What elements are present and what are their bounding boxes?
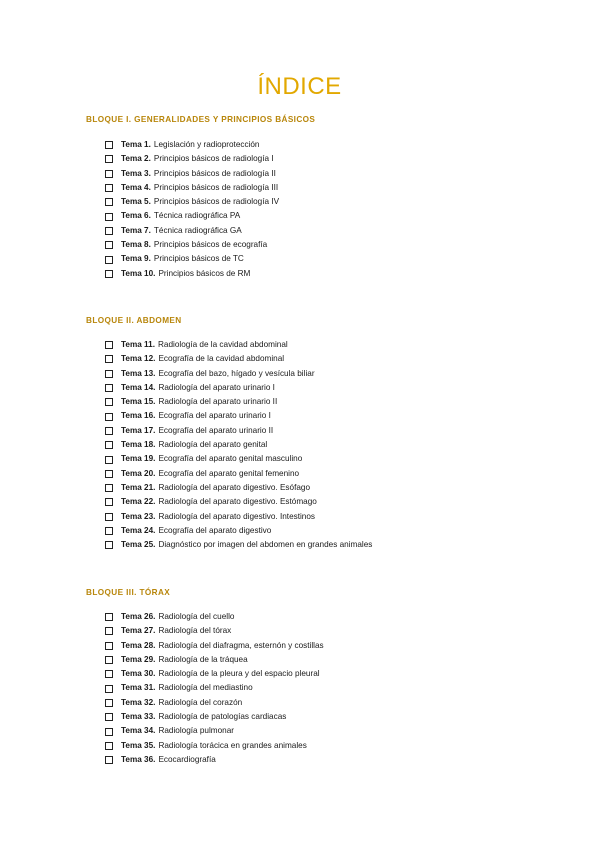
checkbox-icon[interactable] bbox=[105, 427, 113, 435]
checkbox-icon[interactable] bbox=[105, 355, 113, 363]
topic-title: Principios básicos de radiología III bbox=[153, 182, 279, 192]
topic-item bbox=[105, 753, 526, 767]
topic-number: Tema 26. bbox=[121, 612, 156, 621]
topic-title: Principios básicos de TC bbox=[153, 254, 244, 264]
topic-item bbox=[105, 209, 526, 223]
topic-item bbox=[105, 424, 526, 438]
topic-item bbox=[105, 438, 526, 452]
topic-item bbox=[105, 409, 526, 423]
checkbox-icon[interactable] bbox=[105, 184, 113, 192]
topic-item bbox=[105, 181, 526, 195]
topic-number: Tema 33. bbox=[121, 712, 156, 722]
topic-number: Tema 24. bbox=[121, 525, 156, 535]
topic-number: Tema 4. bbox=[121, 182, 151, 192]
checkbox-icon[interactable] bbox=[105, 728, 113, 736]
checkbox-icon[interactable] bbox=[105, 441, 113, 449]
topic-number: Tema 25. bbox=[121, 540, 156, 550]
topic-title: Radiología torácica en grandes animales bbox=[158, 740, 307, 750]
topic-title: Radiología del cuello bbox=[158, 612, 235, 621]
topic-list bbox=[105, 610, 526, 767]
topic-title: Radiología de la cavidad abdominal bbox=[157, 340, 288, 349]
topic-list bbox=[105, 338, 526, 552]
topic-title: Radiología de la pleura y del espacio pleural bbox=[158, 669, 320, 679]
topic-title: Técnica radiográfica GA bbox=[153, 225, 242, 235]
topic-title: Legislación y radioprotección bbox=[153, 140, 260, 149]
checkbox-icon[interactable] bbox=[105, 513, 113, 521]
checkbox-icon[interactable] bbox=[105, 498, 113, 506]
section-bloque-2 bbox=[86, 315, 526, 552]
topic-number: Tema 10. bbox=[121, 268, 156, 278]
topic-title: Técnica radiográfica PA bbox=[153, 211, 241, 221]
checkbox-icon[interactable] bbox=[105, 256, 113, 264]
checkbox-icon[interactable] bbox=[105, 141, 113, 149]
checkbox-icon[interactable] bbox=[105, 227, 113, 235]
topic-number: Tema 31. bbox=[121, 683, 156, 693]
checkbox-icon[interactable] bbox=[105, 484, 113, 492]
topic-title: Ecografía del aparato genital masculino bbox=[158, 454, 303, 464]
topic-number: Tema 8. bbox=[121, 240, 151, 250]
topic-number: Tema 36. bbox=[121, 754, 156, 764]
topic-title: Radiología del aparato genital bbox=[158, 440, 268, 450]
checkbox-icon[interactable] bbox=[105, 198, 113, 206]
topic-number: Tema 17. bbox=[121, 425, 156, 435]
topic-title: Ecografía del aparato genital femenino bbox=[158, 468, 300, 478]
checkbox-icon[interactable] bbox=[105, 656, 113, 664]
topic-title: Ecografía del aparato urinario II bbox=[158, 425, 274, 435]
checkbox-icon[interactable] bbox=[105, 613, 113, 621]
topic-item bbox=[105, 739, 526, 753]
topic-item bbox=[105, 452, 526, 466]
topic-list bbox=[105, 138, 526, 281]
topic-number: Tema 28. bbox=[121, 640, 156, 650]
topic-item bbox=[105, 624, 526, 638]
topic-number: Tema 27. bbox=[121, 626, 156, 636]
topic-number: Tema 3. bbox=[121, 168, 151, 178]
checkbox-icon[interactable] bbox=[105, 413, 113, 421]
topic-title: Radiología de la tráquea bbox=[158, 654, 248, 664]
topic-number: Tema 20. bbox=[121, 468, 156, 478]
topic-item bbox=[105, 481, 526, 495]
topic-title: Radiología del aparato urinario I bbox=[158, 382, 275, 392]
topic-item bbox=[105, 195, 526, 209]
topic-number: Tema 35. bbox=[121, 740, 156, 750]
topic-item bbox=[105, 352, 526, 366]
checkbox-icon[interactable] bbox=[105, 155, 113, 163]
checkbox-icon[interactable] bbox=[105, 370, 113, 378]
topic-item bbox=[105, 495, 526, 509]
topic-title: Principios básicos de radiología I bbox=[153, 154, 274, 164]
topic-item bbox=[105, 167, 526, 181]
topic-item bbox=[105, 252, 526, 266]
topic-title: Ecocardiografía bbox=[158, 754, 216, 764]
topic-item bbox=[105, 381, 526, 395]
topic-title: Radiología del aparato digestivo. Estómago bbox=[158, 497, 317, 507]
topic-title: Ecografía del aparato digestivo bbox=[158, 525, 272, 535]
topic-item bbox=[105, 639, 526, 653]
topic-title: Radiología del aparato urinario II bbox=[158, 397, 278, 407]
topic-number: Tema 16. bbox=[121, 411, 156, 421]
checkbox-icon[interactable] bbox=[105, 170, 113, 178]
topic-item bbox=[105, 224, 526, 238]
topic-title: Radiología del aparato digestivo. Esófago bbox=[158, 482, 311, 492]
topic-title: Principios básicos de RM bbox=[158, 268, 251, 278]
topic-number: Tema 9. bbox=[121, 254, 151, 264]
topic-number: Tema 15. bbox=[121, 397, 156, 407]
checkbox-icon[interactable] bbox=[105, 456, 113, 464]
topic-item bbox=[105, 367, 526, 381]
checkbox-icon[interactable] bbox=[105, 699, 113, 707]
topic-title: Radiología pulmonar bbox=[158, 726, 234, 736]
topic-item bbox=[105, 610, 526, 624]
topic-item bbox=[105, 152, 526, 166]
checkbox-icon[interactable] bbox=[105, 241, 113, 249]
topic-number: Tema 2. bbox=[121, 154, 151, 164]
topic-title: Radiología del aparato digestivo. Intestinos bbox=[158, 511, 316, 521]
topic-item bbox=[105, 395, 526, 409]
topic-number: Tema 21. bbox=[121, 482, 156, 492]
topic-number: Tema 14. bbox=[121, 382, 156, 392]
topic-number: Tema 18. bbox=[121, 440, 156, 450]
topic-title: Ecografía de la cavidad abdominal bbox=[158, 354, 285, 364]
topic-title: Principios básicos de ecografía bbox=[153, 240, 268, 250]
topic-item bbox=[105, 510, 526, 524]
topic-number: Tema 22. bbox=[121, 497, 156, 507]
checkbox-icon[interactable] bbox=[105, 742, 113, 750]
checkbox-icon[interactable] bbox=[105, 270, 113, 278]
topic-item bbox=[105, 696, 526, 710]
topic-item bbox=[105, 524, 526, 538]
topic-title: Principios básicos de radiología IV bbox=[153, 197, 280, 207]
section-bloque-1 bbox=[86, 114, 526, 281]
topic-title: Radiología de patologías cardiacas bbox=[158, 712, 287, 722]
section-heading: BLOQUE I. GENERALIDADES Y PRINCIPIOS BÁSICOS bbox=[86, 115, 316, 124]
topic-number: Tema 12. bbox=[121, 354, 156, 364]
topic-title: Ecografía del bazo, hígado y vesícula biliar bbox=[158, 368, 315, 378]
topic-number: Tema 11. bbox=[121, 340, 155, 349]
checkbox-icon[interactable] bbox=[105, 713, 113, 721]
topic-number: Tema 34. bbox=[121, 726, 156, 736]
topic-number: Tema 19. bbox=[121, 454, 156, 464]
checkbox-icon[interactable] bbox=[105, 685, 113, 693]
topic-title: Radiología del mediastino bbox=[158, 683, 253, 693]
topic-number: Tema 30. bbox=[121, 669, 156, 679]
section-heading: BLOQUE II. ABDOMEN bbox=[86, 316, 182, 325]
topic-item bbox=[105, 538, 526, 552]
topic-number: Tema 1. bbox=[121, 140, 151, 149]
checkbox-icon[interactable] bbox=[105, 541, 113, 549]
checkbox-icon[interactable] bbox=[105, 642, 113, 650]
topic-item bbox=[105, 724, 526, 738]
topic-item bbox=[105, 267, 526, 281]
checkbox-icon[interactable] bbox=[105, 213, 113, 221]
topic-item bbox=[105, 467, 526, 481]
page-title: ÍNDICE bbox=[257, 73, 342, 100]
checkbox-icon[interactable] bbox=[105, 341, 113, 349]
topic-item bbox=[105, 653, 526, 667]
checkbox-icon[interactable] bbox=[105, 670, 113, 678]
checkbox-icon[interactable] bbox=[105, 470, 113, 478]
topic-title: Principios básicos de radiología II bbox=[153, 168, 276, 178]
checkbox-icon[interactable] bbox=[105, 398, 113, 406]
topic-title: Radiología del diafragma, esternón y costillas bbox=[158, 640, 324, 650]
topic-title: Ecografía del aparato urinario I bbox=[158, 411, 271, 421]
section-bloque-3 bbox=[86, 587, 526, 767]
topic-item bbox=[105, 138, 526, 152]
topic-number: Tema 7. bbox=[121, 225, 151, 235]
topic-number: Tema 23. bbox=[121, 511, 156, 521]
topic-item bbox=[105, 710, 526, 724]
topic-title: Radiología del corazón bbox=[158, 697, 243, 707]
topic-number: Tema 6. bbox=[121, 211, 151, 221]
checkbox-icon[interactable] bbox=[105, 384, 113, 392]
topic-title: Radiología del tórax bbox=[158, 626, 232, 636]
checkbox-icon[interactable] bbox=[105, 527, 113, 535]
checkbox-icon[interactable] bbox=[105, 756, 113, 764]
topic-number: Tema 5. bbox=[121, 197, 151, 207]
topic-title: Diagnóstico por imagen del abdomen en grandes animales bbox=[158, 540, 373, 550]
topic-item bbox=[105, 338, 526, 352]
section-heading: BLOQUE III. TÓRAX bbox=[86, 588, 171, 597]
topic-number: Tema 29. bbox=[121, 654, 156, 664]
topic-item bbox=[105, 681, 526, 695]
topic-item bbox=[105, 238, 526, 252]
checkbox-icon[interactable] bbox=[105, 627, 113, 635]
topic-item bbox=[105, 667, 526, 681]
topic-number: Tema 32. bbox=[121, 697, 156, 707]
topic-number: Tema 13. bbox=[121, 368, 156, 378]
